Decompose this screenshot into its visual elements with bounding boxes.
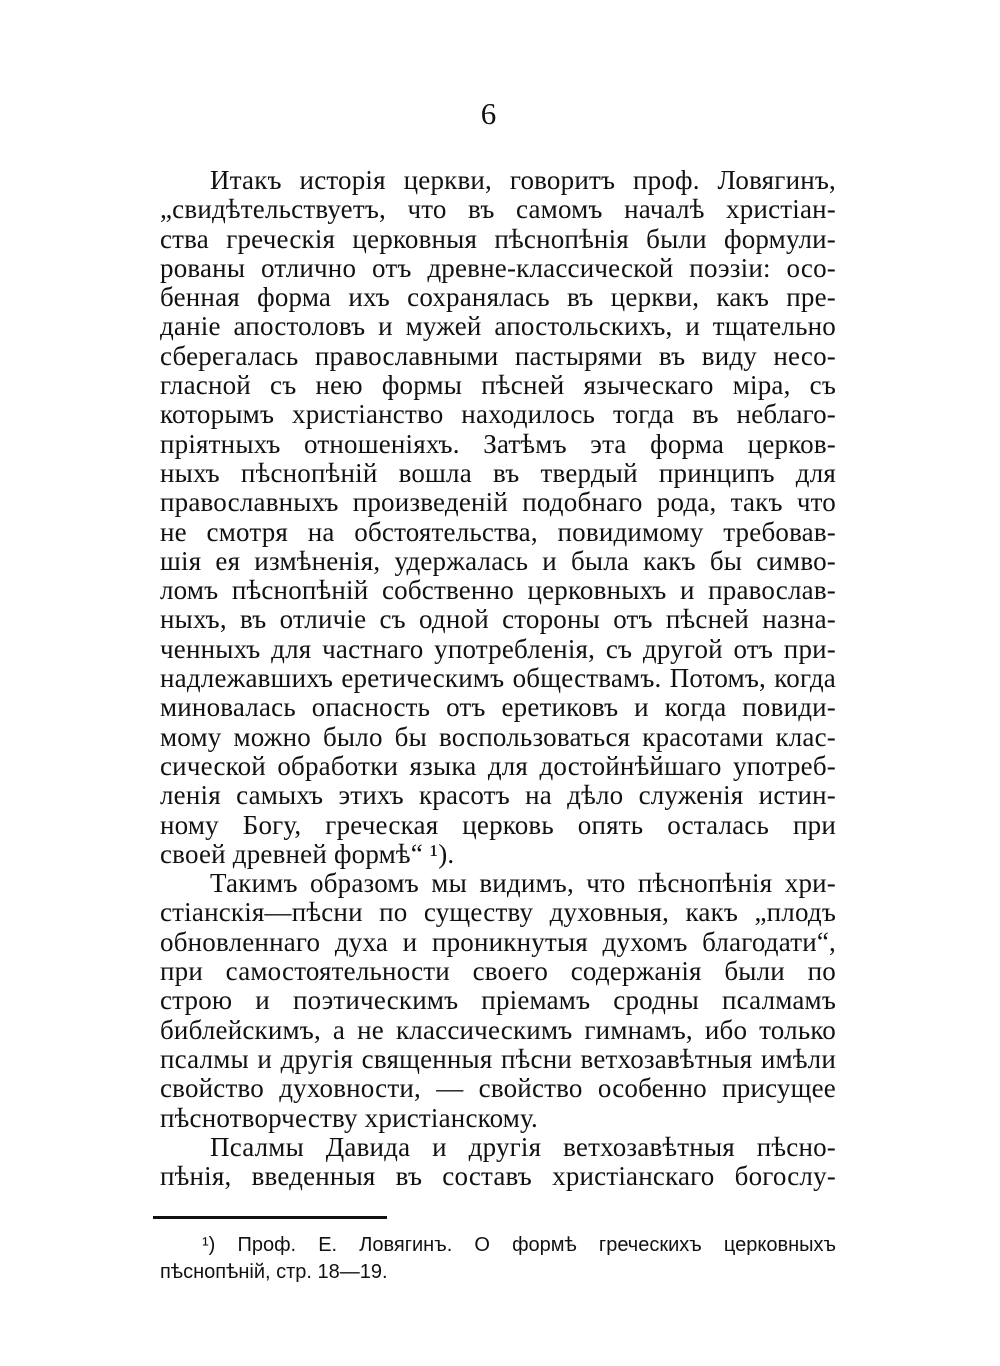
paragraph-1-line: надлежавшихъ еретическимъ обществамъ. Потомъ, когда: [160, 663, 836, 694]
paragraph-1-line: православныхъ произведеній подобнаго рода, такъ что: [160, 487, 836, 518]
paragraph-2-line: пѣснотворчеству христіанскому.: [160, 1102, 538, 1133]
paragraph-1-line: своей древней формѣ“ ¹).: [160, 838, 455, 869]
page-number: 6: [480, 96, 497, 131]
paragraph-1-line: сической обработки языка для достойнѣйшаго употреб-: [160, 750, 836, 781]
paragraph-2-line: псалмы и другія священныя пѣсни ветхозавѣтныя имѣли: [160, 1043, 836, 1074]
paragraph-1-line: не смотря на обстоятельства, повидимому требовав-: [160, 516, 836, 547]
paragraph-2-line: обновленнаго духа и проникнутыя духомъ благодати“,: [160, 926, 836, 957]
paragraph-1-line: даніе апостоловъ и мужей апостольскихъ, и тщательно: [160, 311, 836, 342]
paragraph-1-line: пріятныхъ отношеніяхъ. Затѣмъ эта форма церков-: [160, 428, 836, 459]
paragraph-1-line: „свидѣтельствуетъ, что въ самомъ началѣ христіан-: [160, 194, 836, 225]
paragraph-1-line: ленія самыхъ этихъ красотъ на дѣло служенія истин-: [160, 780, 836, 811]
paragraph-1-line: мому можно было бы воспользоваться красотами клас-: [160, 721, 836, 752]
paragraph-1-line: сберегалась православными пастырями въ виду несо-: [160, 340, 836, 371]
paragraph-2-line: библейскимъ, а не классическимъ гимнамъ, ибо только: [160, 1014, 836, 1045]
footnote-line: ¹) Проф. Е. Ловягинъ. О формѣ греческихъ церковныхъ: [202, 1234, 836, 1256]
paragraph-3-line: пѣнія, введенныя въ составъ христіанскаго богослу-: [160, 1161, 836, 1192]
paragraph-1-line: шія ея измѣненія, удержалась и была какъ бы симво-: [160, 545, 836, 576]
footnote-line: пѣснопѣній, стр. 18—19.: [160, 1261, 388, 1283]
paragraph-2-line: стіанскія—пѣсни по существу духовныя, какъ „плодъ: [160, 897, 836, 928]
paragraph-1-line: Итакъ исторія церкви, говоритъ проф. Ловягинъ,: [210, 165, 836, 195]
paragraph-1-line: ному Богу, греческая церковь опять осталась при: [160, 809, 836, 840]
footnotes: [160, 1232, 836, 1286]
paragraph-1-line: миновалась опасность отъ еретиковъ и когда повиди-: [160, 692, 836, 723]
paragraph-1-line: которымъ христіанство находилось тогда въ неблаго-: [160, 399, 836, 430]
paragraph-1-line: ства греческія церковныя пѣснопѣнія были формули-: [160, 223, 836, 254]
paragraph-1-line: ныхъ, въ отличіе съ одной стороны отъ пѣсней назна-: [160, 604, 836, 635]
paragraph-3-line: Псалмы Давида и другія ветхозавѣтныя пѣсно-: [210, 1131, 836, 1162]
paragraph-1-line: ченныхъ для частнаго употребленія, съ другой отъ при-: [160, 633, 836, 664]
paragraph-1-line: ныхъ пѣснопѣній вошла въ твердый принципъ для: [160, 457, 836, 488]
body-text: [160, 166, 836, 1191]
paragraph-2-line: при самостоятельности своего содержанія были по: [160, 956, 836, 987]
paragraph-1-line: гласной съ нею формы пѣсней языческаго міра, съ: [160, 370, 836, 401]
paragraph-1-line: рованы отлично отъ древне-классической поэзіи: осо-: [160, 252, 836, 283]
paragraph-1-line: ломъ пѣснопѣній собственно церковныхъ и православ-: [160, 575, 836, 606]
paragraph-1-line: бенная форма ихъ сохранялась въ церкви, какъ пре-: [160, 282, 836, 313]
footnote-divider: [153, 1216, 387, 1219]
paragraph-2-line: строю и поэтическимъ пріемамъ сродны псалмамъ: [160, 985, 836, 1016]
paragraph-2-line: свойство духовности, — свойство особенно присущее: [160, 1073, 836, 1104]
paragraph-2-line: Такимъ образомъ мы видимъ, что пѣснопѣнія хри-: [210, 868, 836, 899]
